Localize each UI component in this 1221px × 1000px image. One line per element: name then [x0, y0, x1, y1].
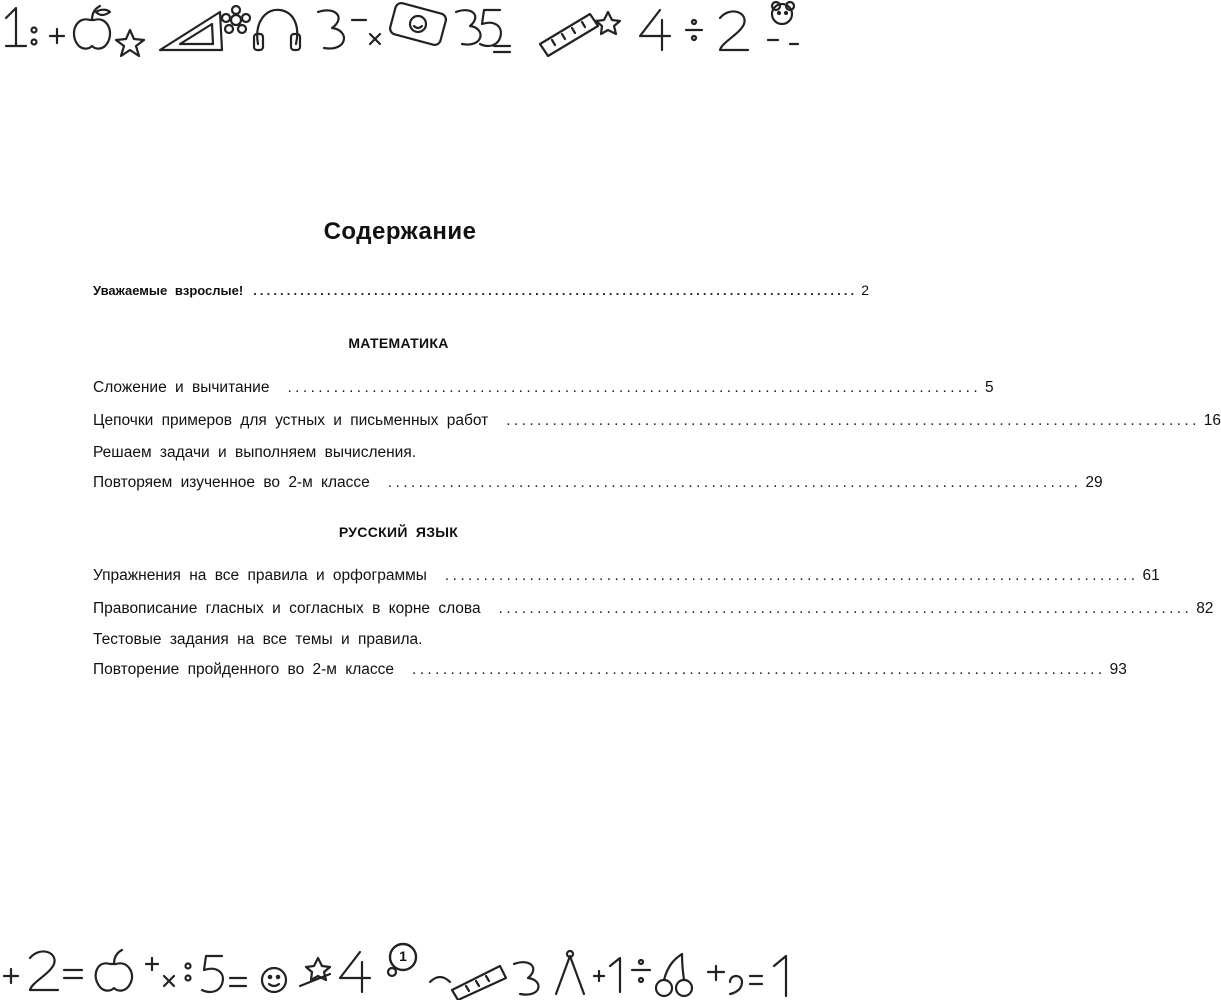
- toc-leader-dots: ..........................................................................................: [287, 379, 982, 396]
- digit-three-icon: [318, 10, 344, 48]
- multiply-icon: [164, 976, 174, 986]
- top-doodle-border: [0, 0, 800, 62]
- toc-leader-dots: ..........................................................................................: [498, 600, 1193, 617]
- toc-page-number: 29: [1085, 474, 1103, 491]
- plus-icon: [50, 29, 64, 43]
- page-title: Содержание: [323, 218, 477, 245]
- toc-page-number: 61: [1142, 567, 1160, 584]
- digit-two-icon: [30, 951, 58, 990]
- section-heading-math: МАТЕМАТИКА: [348, 335, 449, 351]
- page-number: 1: [399, 948, 407, 964]
- toc-page-number: 82: [1196, 600, 1214, 617]
- table-of-contents: [93, 280, 1221, 680]
- toc-entry-first-line: Тестовые задания на все темы и правила.: [93, 631, 423, 648]
- plus-icon: [708, 966, 724, 980]
- toc-leader-dots: ..........................................................................................: [444, 567, 1139, 584]
- plus-icon: [594, 971, 604, 981]
- digit-one-icon: [610, 958, 620, 992]
- bottom-doodle-border: [0, 936, 800, 1000]
- toc-entry[interactable]: [93, 566, 1160, 586]
- toc-leader-dots: ..........................................................................................: [387, 474, 1082, 491]
- digit-four-icon: [340, 952, 370, 992]
- digit-three-icon: [514, 962, 538, 994]
- digit-four-icon: [640, 10, 670, 50]
- section-heading-russian: РУССКИЙ ЯЗЫК: [338, 524, 459, 540]
- toc-leader-dots: ..........................................................................................: [412, 661, 1106, 678]
- bear-face-icon: [772, 2, 794, 24]
- toc-leader-dots: ..........................................................................................: [253, 283, 858, 298]
- compass-icon: [556, 951, 584, 994]
- toc-entry-label: Сложение и вычитание: [93, 379, 270, 396]
- digit-one-icon: [774, 956, 786, 996]
- digit-one-icon: [6, 8, 26, 46]
- toc-entry[interactable]: [93, 378, 994, 398]
- toc-leader-dots: ..........................................................................................: [506, 412, 1200, 429]
- toc-entry-label: Повторяем изученное во 2-м классе: [93, 474, 370, 491]
- toc-entry[interactable]: [93, 660, 1127, 680]
- swirl-icon: [430, 977, 450, 982]
- cherries-icon: [656, 954, 692, 996]
- toc-entry-label: Цепочки примеров для устных и письменных работ: [93, 412, 489, 429]
- digit-nine-icon: [730, 976, 742, 994]
- toc-entry[interactable]: [93, 473, 1103, 493]
- digit-three-icon: [456, 10, 480, 44]
- smiley-face-icon: [262, 968, 286, 992]
- toc-page-number: 2: [861, 282, 870, 298]
- toc-entry-intro[interactable]: [93, 280, 870, 301]
- digit-five-icon: [202, 956, 223, 992]
- ruler-icon: [452, 966, 506, 1000]
- toc-entry-label: Уважаемые взрослые!: [93, 283, 244, 298]
- toc-entry-first-line: Решаем задачи и выполняем вычисления.: [93, 444, 417, 461]
- star-icon: [116, 30, 144, 56]
- multiply-icon: [370, 34, 380, 44]
- toc-entry-label: Повторение пройденного во 2-м классе: [93, 661, 394, 678]
- headphones-icon: [254, 10, 300, 50]
- apple-icon: [96, 950, 132, 991]
- plus-icon: [146, 958, 158, 970]
- digit-two-icon: [720, 11, 748, 50]
- star-icon: [596, 12, 620, 34]
- ruler-icon: [540, 14, 598, 56]
- toc-entry[interactable]: [93, 411, 1221, 431]
- phone-smiley-icon: [389, 2, 448, 46]
- toc-entry-label: Упражнения на все правила и орфограммы: [93, 567, 427, 584]
- toc-page-number: 16: [1203, 412, 1221, 429]
- toc-page-number: 93: [1109, 661, 1127, 678]
- star-icon: [306, 958, 330, 980]
- toc-entry[interactable]: [93, 599, 1214, 619]
- digit-five-icon: [480, 10, 501, 46]
- apple-icon: [74, 6, 110, 49]
- triangle-ruler-icon: [160, 12, 222, 50]
- flower-icon: [222, 6, 250, 33]
- plus-icon: [4, 969, 18, 983]
- toc-page-number: 5: [985, 379, 994, 396]
- toc-entry-label: Правописание гласных и согласных в корне слова: [93, 600, 481, 617]
